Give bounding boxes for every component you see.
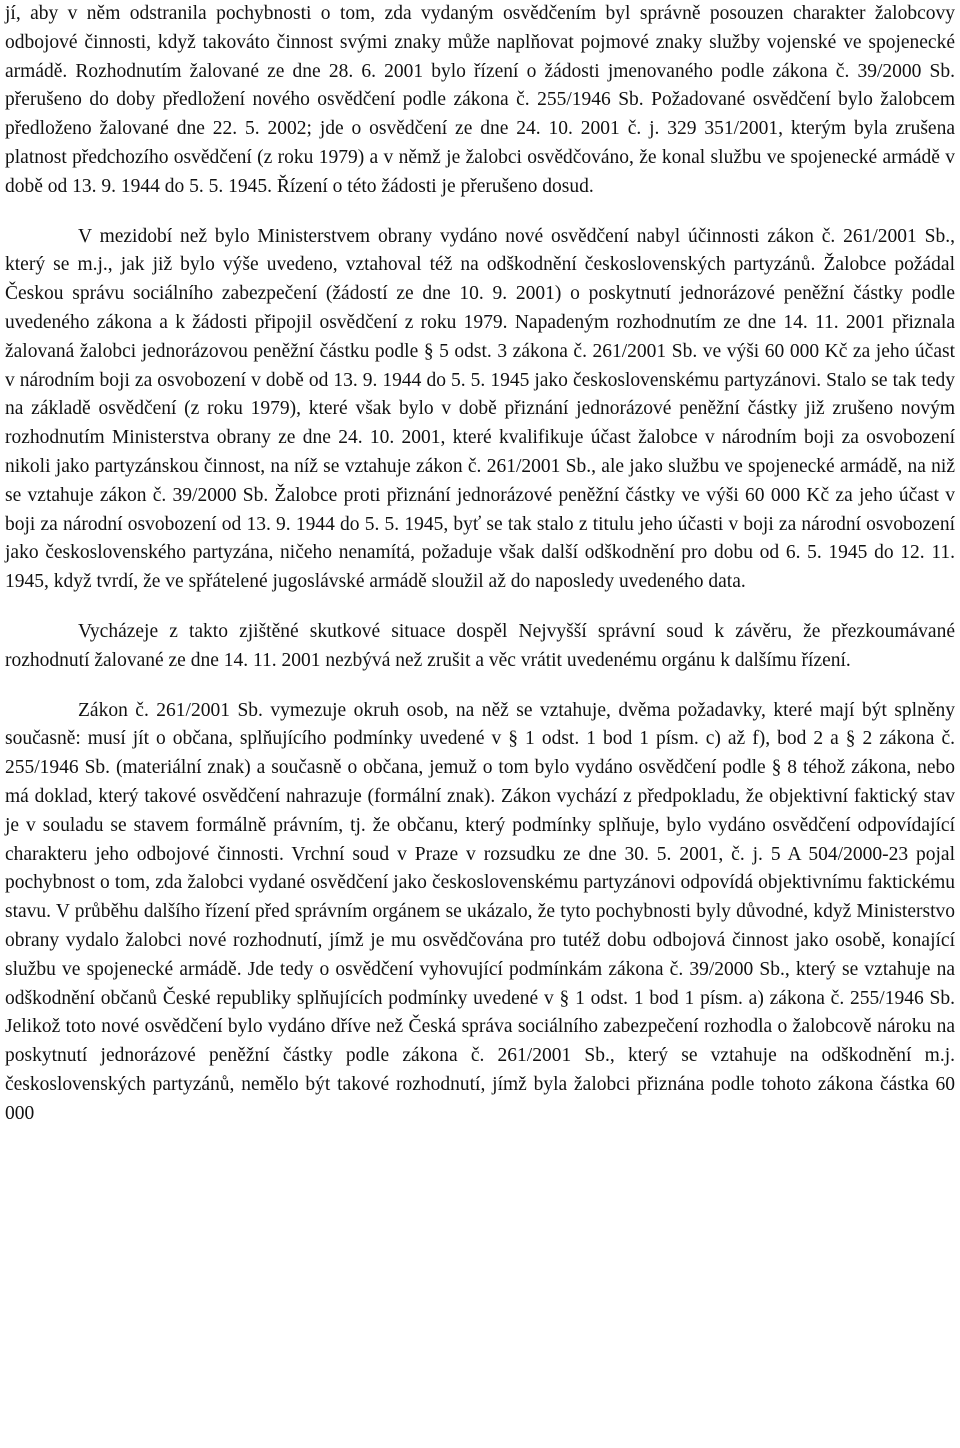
document-page bbox=[5, 0, 955, 1128]
paragraph-2: V mezidobí než bylo Ministerstvem obrany vydáno nové osvědčení nabyl účinnosti zákon č. 261/2001 Sb., který se m.j., jak již bylo výše uvedeno, vztahoval též na odškodnění československých partyzánů. Žalobce požádal Českou správu sociálního zabezpečení (žádostí ze dne 10. 9. 2001) o poskytnutí jednorázové peněžní částky podle uvedeného zákona a k žádosti připojil osvědčení z roku 1979. Napadeným rozhodnutím ze dne 14. 11. 2001 přiznala žalovaná žalobci jednorázovou peněžní částku podle § 5 odst. 3 zákona č. 261/2001 Sb. ve výši 60 000 Kč za jeho účast v národním boji za osvobození v době od 13. 9. 1944 do 5. 5. 1945 jako československému partyzánovi. Stalo se tak tedy na základě osvědčení (z roku 1979), které však bylo v době přiznání jednorázové peněžní částky již zrušeno novým rozhodnutím Ministerstva obrany ze dne 24. 10. 2001, které kvalifikuje účast žalobce v národním boji za osvobození nikoli jako partyzánskou činnost, na níž se vztahuje zákon č. 261/2001 Sb., ale jako službu ve spojenecké armádě, na niž se vztahuje zákon č. 39/2000 Sb. Žalobce proti přiznání jednorázové peněžní částky ve výši 60 000 Kč za jeho účast v boji za národní osvobození od 13. 9. 1944 do 5. 5. 1945, byť se tak stalo z titulu jeho účasti v boji za národní osvobození jako československého partyzána, ničeho nenamítá, požaduje však další odškodnění pro dobu od 6. 5. 1945 do 12. 11. 1945, když tvrdí, že ve spřátelené jugoslávské armádě sloužil až do naposledy uvedeného data. bbox=[5, 225, 955, 593]
paragraph-4: Zákon č. 261/2001 Sb. vymezuje okruh osob, na něž se vztahuje, dvěma požadavky, které mají být splněny současně: musí jít o občana, splňujícího podmínky uvedené v § 1 odst. 1 bod 1 písm. c) až f), bod 2 a § 2 zákona č. 255/1946 Sb. (materiální znak) a současně o občana, jemuž o tom bylo vydáno osvědčení podle § 8 téhož zákona, nebo má doklad, který takové osvědčení nahrazuje (formální znak). Zákon vychází z předpokladu, že objektivní faktický stav je v souladu se stavem formálně právním, tj. že občanu, který podmínky splňuje, bylo vydáno osvědčení odpovídající charakteru jeho odbojové činnosti. Vrchní soud v Praze v rozsudku ze dne 30. 5. 2001, č. j. 5 A 504/2000-23 pojal pochybnost o tom, zda žalobci vydané osvědčení jako československému partyzánovi odpovídá objektivnímu faktickému stavu. V průběhu dalšího řízení před správním orgánem se ukázalo, že tyto pochybnosti byly důvodné, když Ministerstvo obrany vydalo žalobci nové rozhodnutí, jímž je mu osvědčována pro tutéž dobu odbojová činnost jako osobě, konající službu ve spojenecké armádě. Jde tedy o osvědčení vyhovující podmínkám zákona č. 39/2000 Sb., který se vztahuje na odškodnění občanů České republiky splňujících podmínky uvedené v § 1 odst. 1 bod 1 písm. a) zákona č. 255/1946 Sb. Jelikož toto nové osvědčení bylo vydáno dříve než Česká správa sociálního zabezpečení rozhodla o žalobcově nároku na poskytnutí jednorázové peněžní částky podle zákona č. 261/2001 Sb., který se vztahuje na odškodnění m.j. československých partyzánů, nemělo být takové rozhodnutí, jímž byla žalobci přiznána podle tohoto zákona částka 60 000 bbox=[5, 699, 955, 1124]
paragraph-gap bbox=[5, 202, 955, 223]
paragraph-gap bbox=[5, 676, 955, 697]
paragraph-3: Vycházeje z takto zjištěné skutkové situace dospěl Nejvyšší správní soud k závěru, že přezkoumávané rozhodnutí žalované ze dne 14. 11. 2001 nezbývá než zrušit a věc vrátit uvedenému orgánu k dalšímu řízení. bbox=[5, 620, 955, 671]
paragraph-gap bbox=[5, 597, 955, 618]
paragraph-1: jí, aby v něm odstranila pochybnosti o tom, zda vydaným osvědčením byl správně posouzen charakter žalobcovy odbojové činnosti, když takováto činnost svými znaky může naplňovat pojmové znaky služby vojenské ve spojenecké armádě. Rozhodnutím žalované ze dne 28. 6. 2001 bylo řízení o žádosti jmenovaného podle zákona č. 39/2000 Sb. přerušeno do doby předložení nového osvědčení podle zákona č. 255/1946 Sb. Požadované osvědčení bylo žalobcem předloženo žalované dne 22. 5. 2002; jde o osvědčení ze dne 24. 10. 2001 č. j. 329 351/2001, kterým byla zrušena platnost předchozího osvědčení (z roku 1979) a v němž je žalobci osvědčováno, že konal službu ve spojenecké armádě v době od 13. 9. 1944 do 5. 5. 1945. Řízení o této žádosti je přerušeno dosud. bbox=[5, 3, 955, 197]
